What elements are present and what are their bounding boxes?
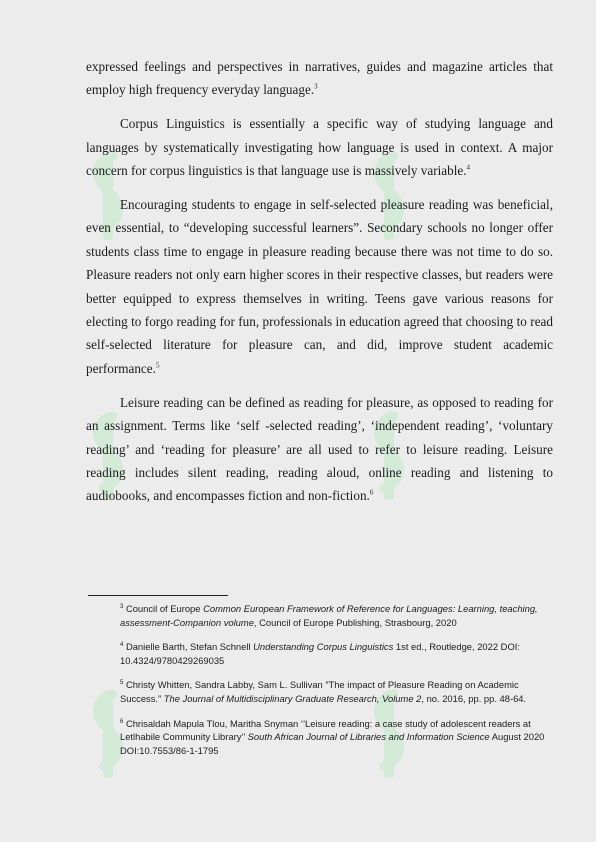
paragraph: Corpus Linguistics is essentially a specific way of studying language and languages by systematically investigating how language is used in context. A major concern for corpus linguistics is that language use is massively variable.$^4$ — [86, 116, 553, 179]
footnote-ref: 4 — [466, 163, 471, 172]
footnote-separator — [88, 595, 228, 596]
footnote: $^4$ Danielle Barth, Stefan Schnell Understanding Corpus Linguistics 1st ed., Routledge, 2022 DOI: 10.4324/9780429269035 — [120, 641, 520, 666]
footnote: $^5$ Christy Whitten, Sandra Labby, Sam L. Sullivan ”The impact of Pleasure Reading on Academic Success.” The Journal of Multidisciplinary Graduate Research, Volume 2, no. 2016, pp. pp. 48-64. — [120, 679, 527, 704]
footnotes — [120, 602, 555, 768]
paragraph: expressed feelings and perspectives in narratives, guides and magazine articles that employ high frequency everyday language.$^3$ — [86, 59, 553, 98]
footnote: $^6$ Chrisaldah Mapula Tlou, Maritha Snyman ‘’Leisure reading: a case study of adolescent readers at Letlhabile Community Library’’ South African Journal of Libraries and Information Science August 2020 DOI:10.7553/86-1-1795 — [120, 717, 545, 756]
footnote-ref: 3 — [314, 83, 318, 92]
footnote-ref: 5 — [155, 361, 160, 370]
footnote-ref: 6 — [369, 489, 374, 498]
body-text — [86, 55, 553, 518]
paragraph: Leisure reading can be defined as reading for pleasure, as opposed to reading for an assignment. Terms like ‘self -selected reading’, ‘independent reading’, ‘voluntary reading’ and ‘reading for pleasure’ are all used to refer to leisure reading. Leisure reading includes silent reading, reading aloud, online reading and listening to audiobooks, and encompasses fiction and non-fiction.$^6$ — [86, 394, 553, 504]
footnote: $^3$ Council of Europe Common European Framework of Reference for Languages: Learning, teaching, assessment-Companion volume, Council of Europe Publishing, Strasbourg, 2020 — [120, 603, 538, 628]
paragraph: Encouraging students to engage in self-selected pleasure reading was beneficial, even essential, to “developing successful learners”. Secondary schools no longer offer students class time to engage in pleasure reading because there was not time to do so. Pleasure readers not only earn higher scores in their respective classes, but readers were better equipped to express themselves in writing. Teens gave various reasons for electing to forgo reading for fun, professionals in education agreed that choosing to read self-selected literature for pleasure can, and did, improve student academic performance.$^5$ — [86, 197, 553, 376]
